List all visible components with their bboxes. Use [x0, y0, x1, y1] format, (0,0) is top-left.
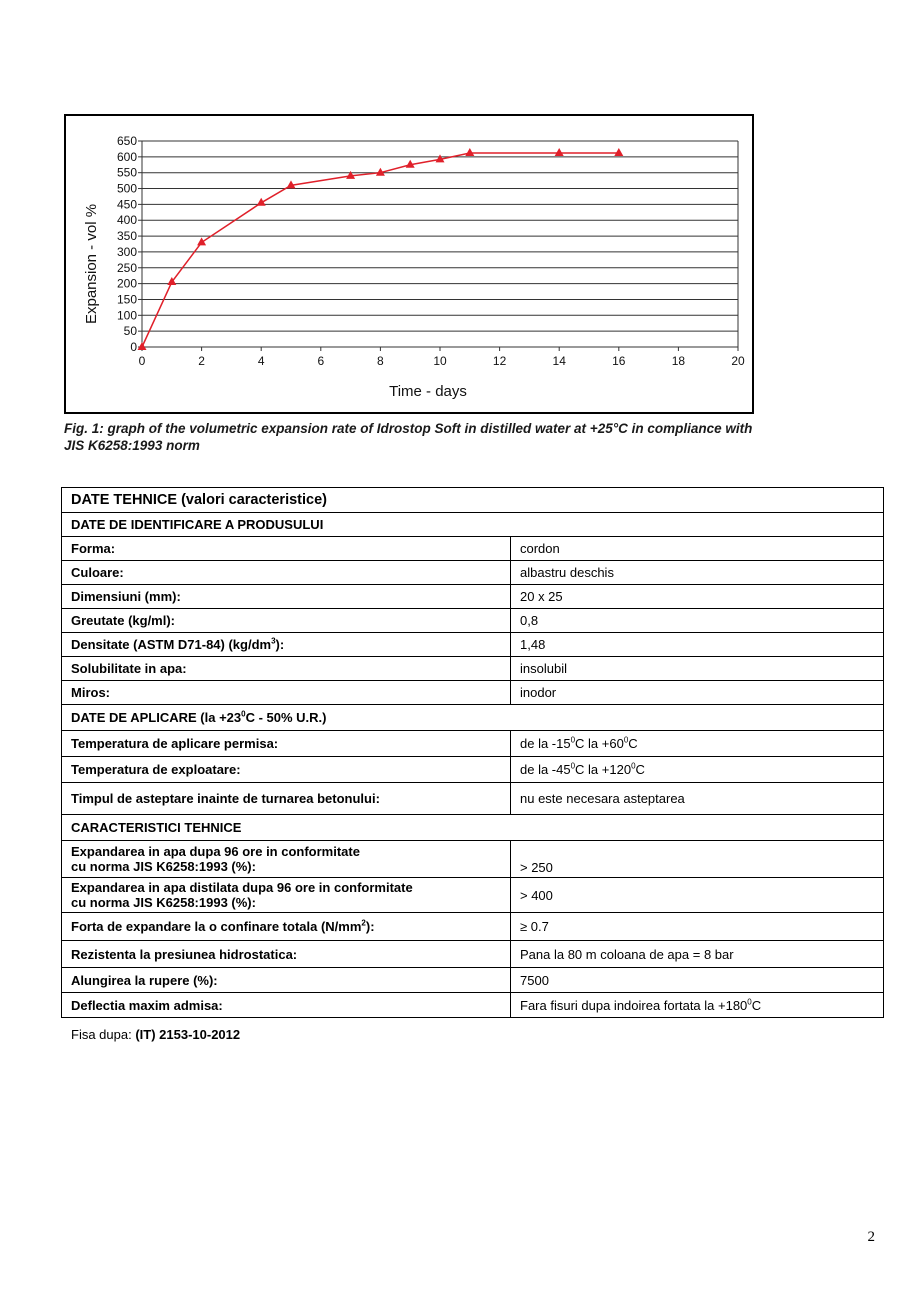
y-tick-label: 300: [116, 244, 137, 259]
row-value: Pana la 80 m coloana de apa = 8 bar: [511, 941, 884, 968]
table-row: [62, 609, 884, 633]
label-line-1: Expandarea in apa dupa 96 ore in conformitate: [71, 844, 360, 859]
y-tick-label: 550: [116, 165, 137, 180]
data-point-marker: [465, 148, 474, 156]
section-text-suffix: C - 50% U.R.): [245, 710, 327, 725]
value-text: C: [751, 997, 762, 1013]
source-code: (IT) 2153-10-2012: [135, 1027, 241, 1042]
x-axis-label: Time - days: [389, 383, 467, 400]
row-label: Alungirea la rupere (%):: [62, 968, 511, 993]
section-application-title: [62, 705, 884, 731]
data-point-marker: [197, 237, 206, 245]
value-text: Fara fisuri dupa indoirea fortata la +180: [520, 997, 748, 1013]
source-prefix: Fisa dupa:: [71, 1027, 136, 1042]
superscript: 0: [747, 997, 752, 1007]
section-characteristics: [62, 815, 884, 841]
table-title-row: [62, 488, 884, 513]
x-tick-label: 16: [612, 354, 626, 368]
row-label: Timpul de asteptare inainte de turnarea betonului:: [62, 783, 511, 815]
row-label: Solubilitate in apa:: [62, 657, 511, 681]
table-row: [62, 783, 884, 815]
section-characteristics-title: CARACTERISTICI TEHNICE: [62, 815, 884, 841]
superscript: 0: [241, 709, 246, 719]
table-row: [62, 968, 884, 993]
source-note: [71, 1027, 240, 1042]
expansion-chart-svg: [66, 116, 752, 412]
x-tick-label: 6: [317, 354, 325, 368]
row-value: [511, 731, 884, 757]
row-label: Miros:: [62, 681, 511, 705]
table-row: [62, 537, 884, 561]
label-suffix: ):: [275, 637, 285, 652]
row-value: [511, 757, 884, 783]
y-tick-label: 200: [116, 276, 137, 291]
row-label: [62, 841, 511, 878]
x-tick-label: 18: [671, 354, 686, 368]
x-tick-label: 12: [492, 354, 507, 368]
table-row: [62, 633, 884, 657]
x-tick-label: 4: [257, 354, 265, 368]
y-tick-label: 250: [116, 260, 137, 275]
row-value: 0,8: [511, 609, 884, 633]
table-row: [62, 993, 884, 1018]
superscript: 0: [570, 735, 576, 745]
technical-data-table: [61, 487, 884, 1018]
y-tick-label: 650: [116, 134, 137, 148]
y-tick-label: 350: [116, 229, 137, 244]
y-tick-label: 600: [116, 149, 137, 164]
x-tick-label: 14: [552, 354, 566, 368]
row-label: [62, 633, 511, 657]
label-line-1: Expandarea in apa distilata dupa 96 ore in conformitate: [71, 880, 413, 895]
y-tick-label: 400: [116, 213, 137, 228]
value-text: de la -15: [520, 736, 571, 751]
x-tick-label: 8: [377, 354, 384, 368]
table-row: [62, 561, 884, 585]
row-label: Deflectia maxim admisa:: [62, 993, 511, 1018]
value-text: C la +60: [575, 736, 624, 751]
section-text: DATE DE APLICARE (la +23: [71, 710, 242, 725]
page-number: 2: [867, 1229, 875, 1245]
data-point-marker: [555, 148, 564, 156]
y-tick-label: 100: [116, 308, 137, 323]
superscript: 2: [361, 918, 366, 928]
label-text: Forta de expandare la o confinare totala (N/mm: [71, 919, 362, 934]
y-tick-label: 150: [116, 292, 137, 307]
row-label: Culoare:: [62, 561, 511, 585]
data-point-marker: [614, 148, 623, 156]
table-row: [62, 878, 884, 913]
table-row: [62, 585, 884, 609]
table-row: [62, 731, 884, 757]
value-text: C la +120: [575, 762, 632, 777]
x-tick-label: 0: [138, 354, 146, 368]
section-identification: [62, 513, 884, 537]
row-label: Temperatura de aplicare permisa:: [62, 731, 511, 757]
x-tick-label: 10: [433, 354, 447, 368]
x-tick-label: 2: [198, 354, 205, 368]
data-point-marker: [138, 342, 147, 350]
label-text: Densitate (ASTM D71-84) (kg/dm: [71, 637, 272, 652]
y-tick-label: 50: [123, 324, 137, 339]
row-value: > 250: [511, 841, 884, 878]
row-label: [62, 878, 511, 913]
row-value: ≥ 0.7: [511, 913, 884, 941]
superscript: 0: [623, 735, 629, 745]
row-value: 20 x 25: [511, 585, 884, 609]
row-value: cordon: [511, 537, 884, 561]
row-value: 1,48: [511, 633, 884, 657]
row-label: Temperatura de exploatare:: [62, 757, 511, 783]
label-line-2: cu norma JIS K6258:1993 (%):: [71, 895, 256, 910]
section-application: [62, 705, 884, 731]
section-identification-title: DATE DE IDENTIFICARE A PRODUSULUI: [62, 513, 884, 537]
row-value: nu este necesara asteptarea: [511, 783, 884, 815]
y-axis-label: Expansion - vol %: [83, 203, 100, 325]
table-row: [62, 657, 884, 681]
superscript: 3: [271, 636, 276, 646]
row-label: Greutate (kg/ml):: [62, 609, 511, 633]
row-label: Dimensiuni (mm):: [62, 585, 511, 609]
value-text: de la -45: [520, 762, 571, 777]
row-value: albastru deschis: [511, 561, 884, 585]
table-row: [62, 913, 884, 941]
table-row: [62, 941, 884, 968]
series-line: [142, 153, 619, 347]
table-title: DATE TEHNICE (valori caracteristice): [62, 488, 884, 513]
value-text: C: [628, 736, 638, 751]
label-line-2: cu norma JIS K6258:1993 (%):: [71, 859, 256, 874]
row-value: inodor: [511, 681, 884, 705]
y-tick-label: 0: [130, 340, 137, 354]
row-value: 7500: [511, 968, 884, 993]
row-label: [62, 913, 511, 941]
figure-caption: Fig. 1: graph of the volumetric expansion rate of Idrostop Soft in distilled water at +25°C in compliance with JIS K6258:1993 norm: [64, 421, 753, 453]
table-row: [62, 681, 884, 705]
row-value: [511, 993, 884, 1018]
superscript: 0: [570, 761, 576, 771]
superscript: 0: [631, 761, 636, 771]
row-label: Rezistenta la presiunea hidrostatica:: [62, 941, 511, 968]
value-text: C: [635, 762, 645, 777]
table-row: [62, 757, 884, 783]
label-suffix: ):: [365, 919, 375, 934]
x-tick-label: 20: [731, 354, 745, 368]
row-value: > 400: [511, 878, 884, 913]
y-tick-label: 450: [116, 197, 137, 212]
row-value: insolubil: [511, 657, 884, 681]
table-row: [62, 841, 884, 878]
expansion-chart: [64, 114, 754, 414]
y-tick-label: 500: [116, 181, 137, 196]
row-label: Forma:: [62, 537, 511, 561]
